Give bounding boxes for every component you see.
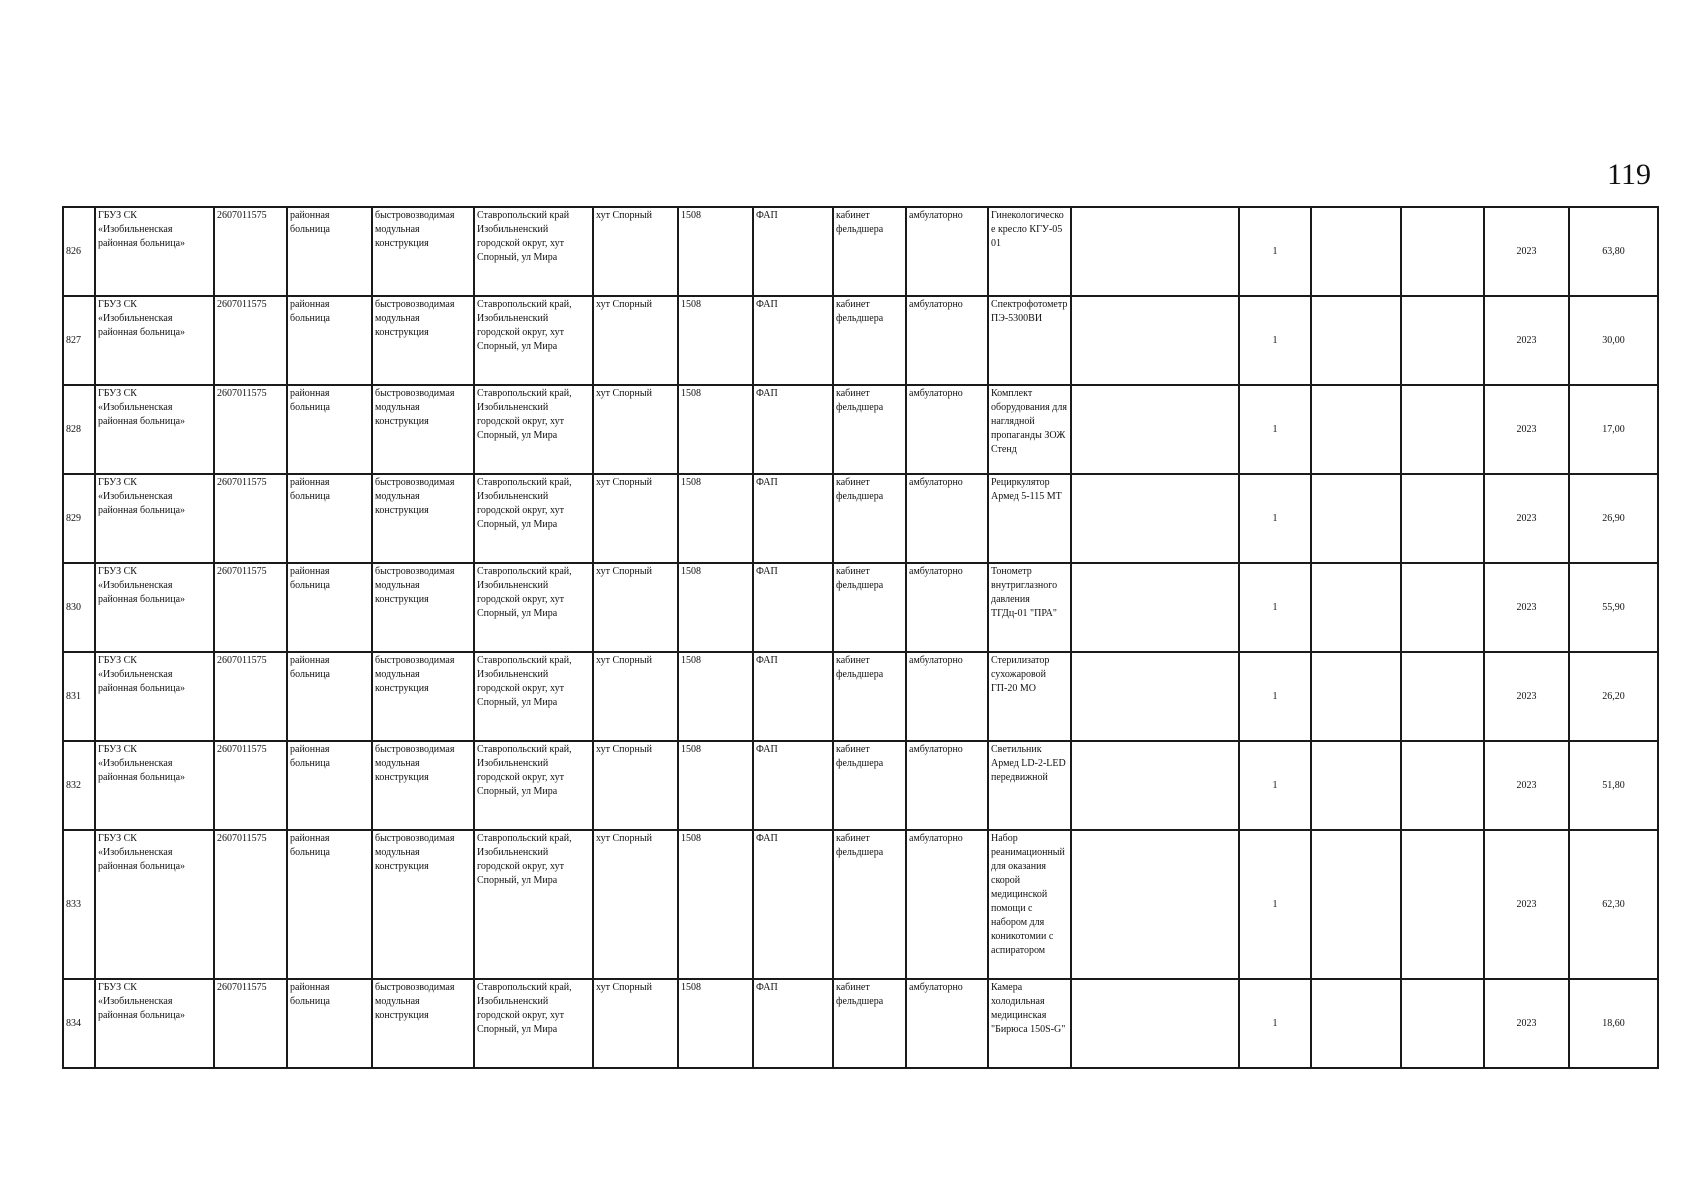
empty-cell	[1311, 830, 1401, 979]
address-cell: Ставропольский край, Изобильненский городской округ, хут Спорный, ул Мира	[474, 741, 593, 830]
quantity-cell: 1	[1239, 652, 1311, 741]
settlement-cell: хут Спорный	[593, 207, 678, 296]
empty-cell	[1071, 207, 1239, 296]
organization-cell: ГБУЗ СК «Изобильненская районная больница»	[95, 296, 214, 385]
year-cell: 2023	[1484, 296, 1569, 385]
building-type-cell: быстровозводимая модульная конструкция	[372, 563, 474, 652]
settlement-cell: хут Спорный	[593, 830, 678, 979]
price-cell: 63,80	[1569, 207, 1658, 296]
quantity-cell: 1	[1239, 385, 1311, 474]
equipment-name-cell: Тонометр внутриглазного давления ТГДц-01 "ПРА"	[988, 563, 1071, 652]
page-number: 119	[1607, 158, 1651, 191]
settlement-cell: хут Спорный	[593, 385, 678, 474]
table-row	[63, 830, 1658, 979]
quantity-cell: 1	[1239, 296, 1311, 385]
empty-cell	[1071, 741, 1239, 830]
building-type-cell: быстровозводимая модульная конструкция	[372, 979, 474, 1068]
empty-cell	[1401, 563, 1484, 652]
inn-cell: 2607011575	[214, 830, 287, 979]
organization-cell: ГБУЗ СК «Изобильненская районная больница»	[95, 741, 214, 830]
address-cell: Ставропольский край, Изобильненский городской округ, хут Спорный, ул Мира	[474, 979, 593, 1068]
building-type-cell: быстровозводимая модульная конструкция	[372, 652, 474, 741]
inn-cell: 2607011575	[214, 207, 287, 296]
facility-type-cell: районная больница	[287, 296, 372, 385]
care-mode-cell: амбулаторно	[906, 741, 988, 830]
building-type-cell: быстровозводимая модульная конструкция	[372, 830, 474, 979]
empty-cell	[1311, 741, 1401, 830]
year-cell: 2023	[1484, 563, 1569, 652]
facility-type-cell: районная больница	[287, 474, 372, 563]
table-row	[63, 563, 1658, 652]
settlement-cell: хут Спорный	[593, 563, 678, 652]
unit-cell: ФАП	[753, 979, 833, 1068]
empty-cell	[1401, 652, 1484, 741]
table-row	[63, 207, 1658, 296]
quantity-cell: 1	[1239, 830, 1311, 979]
organization-cell: ГБУЗ СК «Изобильненская районная больница»	[95, 563, 214, 652]
price-cell: 30,00	[1569, 296, 1658, 385]
equipment-name-cell: Светильник Армед LD-2-LED передвижной	[988, 741, 1071, 830]
row-number: 832	[63, 741, 95, 830]
table-row	[63, 474, 1658, 563]
empty-cell	[1311, 207, 1401, 296]
year-cell: 2023	[1484, 385, 1569, 474]
empty-cell	[1311, 474, 1401, 563]
care-mode-cell: амбулаторно	[906, 296, 988, 385]
room-cell: кабинет фельдшера	[833, 296, 906, 385]
price-cell: 18,60	[1569, 979, 1658, 1068]
row-number: 834	[63, 979, 95, 1068]
care-mode-cell: амбулаторно	[906, 652, 988, 741]
room-cell: кабинет фельдшера	[833, 652, 906, 741]
empty-cell	[1311, 563, 1401, 652]
table-row	[63, 979, 1658, 1068]
unit-cell: ФАП	[753, 652, 833, 741]
care-mode-cell: амбулаторно	[906, 474, 988, 563]
table-row	[63, 385, 1658, 474]
price-cell: 17,00	[1569, 385, 1658, 474]
room-cell: кабинет фельдшера	[833, 474, 906, 563]
room-cell: кабинет фельдшера	[833, 563, 906, 652]
empty-cell	[1071, 474, 1239, 563]
building-type-cell: быстровозводимая модульная конструкция	[372, 385, 474, 474]
settlement-cell: хут Спорный	[593, 979, 678, 1068]
facility-type-cell: районная больница	[287, 741, 372, 830]
room-cell: кабинет фельдшера	[833, 207, 906, 296]
facility-type-cell: районная больница	[287, 830, 372, 979]
empty-cell	[1071, 830, 1239, 979]
year-cell: 2023	[1484, 979, 1569, 1068]
row-number: 826	[63, 207, 95, 296]
unit-cell: ФАП	[753, 207, 833, 296]
facility-type-cell: районная больница	[287, 385, 372, 474]
price-cell: 26,20	[1569, 652, 1658, 741]
population-cell: 1508	[678, 207, 753, 296]
row-number: 827	[63, 296, 95, 385]
organization-cell: ГБУЗ СК «Изобильненская районная больница»	[95, 979, 214, 1068]
equipment-name-cell: Стерилизатор сухожаровой ГП-20 МО	[988, 652, 1071, 741]
empty-cell	[1071, 652, 1239, 741]
quantity-cell: 1	[1239, 474, 1311, 563]
population-cell: 1508	[678, 474, 753, 563]
building-type-cell: быстровозводимая модульная конструкция	[372, 207, 474, 296]
population-cell: 1508	[678, 296, 753, 385]
quantity-cell: 1	[1239, 741, 1311, 830]
year-cell: 2023	[1484, 741, 1569, 830]
table-row	[63, 741, 1658, 830]
empty-cell	[1311, 979, 1401, 1068]
empty-cell	[1401, 830, 1484, 979]
table-body	[63, 207, 1658, 1068]
empty-cell	[1401, 385, 1484, 474]
care-mode-cell: амбулаторно	[906, 385, 988, 474]
population-cell: 1508	[678, 563, 753, 652]
room-cell: кабинет фельдшера	[833, 979, 906, 1068]
empty-cell	[1401, 296, 1484, 385]
empty-cell	[1401, 474, 1484, 563]
unit-cell: ФАП	[753, 830, 833, 979]
inn-cell: 2607011575	[214, 385, 287, 474]
equipment-name-cell: Спектрофотометр ПЭ-5300ВИ	[988, 296, 1071, 385]
inn-cell: 2607011575	[214, 474, 287, 563]
price-cell: 62,30	[1569, 830, 1658, 979]
care-mode-cell: амбулаторно	[906, 563, 988, 652]
empty-cell	[1311, 296, 1401, 385]
quantity-cell: 1	[1239, 563, 1311, 652]
equipment-table	[62, 206, 1659, 1069]
empty-cell	[1401, 207, 1484, 296]
population-cell: 1508	[678, 979, 753, 1068]
address-cell: Ставропольский край, Изобильненский городской округ, хут Спорный, ул Мира	[474, 474, 593, 563]
population-cell: 1508	[678, 741, 753, 830]
inn-cell: 2607011575	[214, 979, 287, 1068]
table-row	[63, 296, 1658, 385]
inn-cell: 2607011575	[214, 741, 287, 830]
row-number: 833	[63, 830, 95, 979]
facility-type-cell: районная больница	[287, 979, 372, 1068]
price-cell: 26,90	[1569, 474, 1658, 563]
unit-cell: ФАП	[753, 296, 833, 385]
empty-cell	[1071, 563, 1239, 652]
inn-cell: 2607011575	[214, 563, 287, 652]
room-cell: кабинет фельдшера	[833, 830, 906, 979]
quantity-cell: 1	[1239, 207, 1311, 296]
equipment-name-cell: Комплект оборудования для наглядной пропаганды ЗОЖ Стенд	[988, 385, 1071, 474]
organization-cell: ГБУЗ СК «Изобильненская районная больница»	[95, 474, 214, 563]
settlement-cell: хут Спорный	[593, 652, 678, 741]
empty-cell	[1071, 296, 1239, 385]
settlement-cell: хут Спорный	[593, 474, 678, 563]
empty-cell	[1401, 979, 1484, 1068]
settlement-cell: хут Спорный	[593, 741, 678, 830]
price-cell: 51,80	[1569, 741, 1658, 830]
unit-cell: ФАП	[753, 474, 833, 563]
empty-cell	[1071, 385, 1239, 474]
unit-cell: ФАП	[753, 385, 833, 474]
equipment-name-cell: Рециркулятор Армед 5-115 МТ	[988, 474, 1071, 563]
building-type-cell: быстровозводимая модульная конструкция	[372, 474, 474, 563]
empty-cell	[1311, 652, 1401, 741]
table-row	[63, 652, 1658, 741]
unit-cell: ФАП	[753, 741, 833, 830]
year-cell: 2023	[1484, 207, 1569, 296]
inn-cell: 2607011575	[214, 652, 287, 741]
room-cell: кабинет фельдшера	[833, 741, 906, 830]
price-cell: 55,90	[1569, 563, 1658, 652]
organization-cell: ГБУЗ СК «Изобильненская районная больница»	[95, 830, 214, 979]
address-cell: Ставропольский край, Изобильненский городской округ, хут Спорный, ул Мира	[474, 296, 593, 385]
organization-cell: ГБУЗ СК «Изобильненская районная больница»	[95, 207, 214, 296]
equipment-name-cell: Гинекологическое кресло КГУ-05 01	[988, 207, 1071, 296]
building-type-cell: быстровозводимая модульная конструкция	[372, 296, 474, 385]
care-mode-cell: амбулаторно	[906, 830, 988, 979]
address-cell: Ставропольский край, Изобильненский городской округ, хут Спорный, ул Мира	[474, 830, 593, 979]
row-number: 828	[63, 385, 95, 474]
population-cell: 1508	[678, 830, 753, 979]
year-cell: 2023	[1484, 652, 1569, 741]
row-number: 830	[63, 563, 95, 652]
row-number: 829	[63, 474, 95, 563]
quantity-cell: 1	[1239, 979, 1311, 1068]
unit-cell: ФАП	[753, 563, 833, 652]
population-cell: 1508	[678, 385, 753, 474]
address-cell: Ставропольский край, Изобильненский городской округ, хут Спорный, ул Мира	[474, 563, 593, 652]
address-cell: Ставропольский край, Изобильненский городской округ, хут Спорный, ул Мира	[474, 652, 593, 741]
organization-cell: ГБУЗ СК «Изобильненская районная больница»	[95, 385, 214, 474]
facility-type-cell: районная больница	[287, 563, 372, 652]
address-cell: Ставропольский край, Изобильненский городской округ, хут Спорный, ул Мира	[474, 385, 593, 474]
care-mode-cell: амбулаторно	[906, 979, 988, 1068]
inn-cell: 2607011575	[214, 296, 287, 385]
empty-cell	[1071, 979, 1239, 1068]
room-cell: кабинет фельдшера	[833, 385, 906, 474]
care-mode-cell: амбулаторно	[906, 207, 988, 296]
empty-cell	[1401, 741, 1484, 830]
facility-type-cell: районная больница	[287, 207, 372, 296]
year-cell: 2023	[1484, 830, 1569, 979]
organization-cell: ГБУЗ СК «Изобильненская районная больница»	[95, 652, 214, 741]
address-cell: Ставропольский край Изобильненский городской округ, хут Спорный, ул Мира	[474, 207, 593, 296]
equipment-name-cell: Набор реанимационный для оказания скорой медицинской помощи с набором для коникотомии с аспиратором	[988, 830, 1071, 979]
facility-type-cell: районная больница	[287, 652, 372, 741]
settlement-cell: хут Спорный	[593, 296, 678, 385]
population-cell: 1508	[678, 652, 753, 741]
equipment-name-cell: Камера холодильная медицинская "Бирюса 150S-G"	[988, 979, 1071, 1068]
year-cell: 2023	[1484, 474, 1569, 563]
building-type-cell: быстровозводимая модульная конструкция	[372, 741, 474, 830]
row-number: 831	[63, 652, 95, 741]
empty-cell	[1311, 385, 1401, 474]
